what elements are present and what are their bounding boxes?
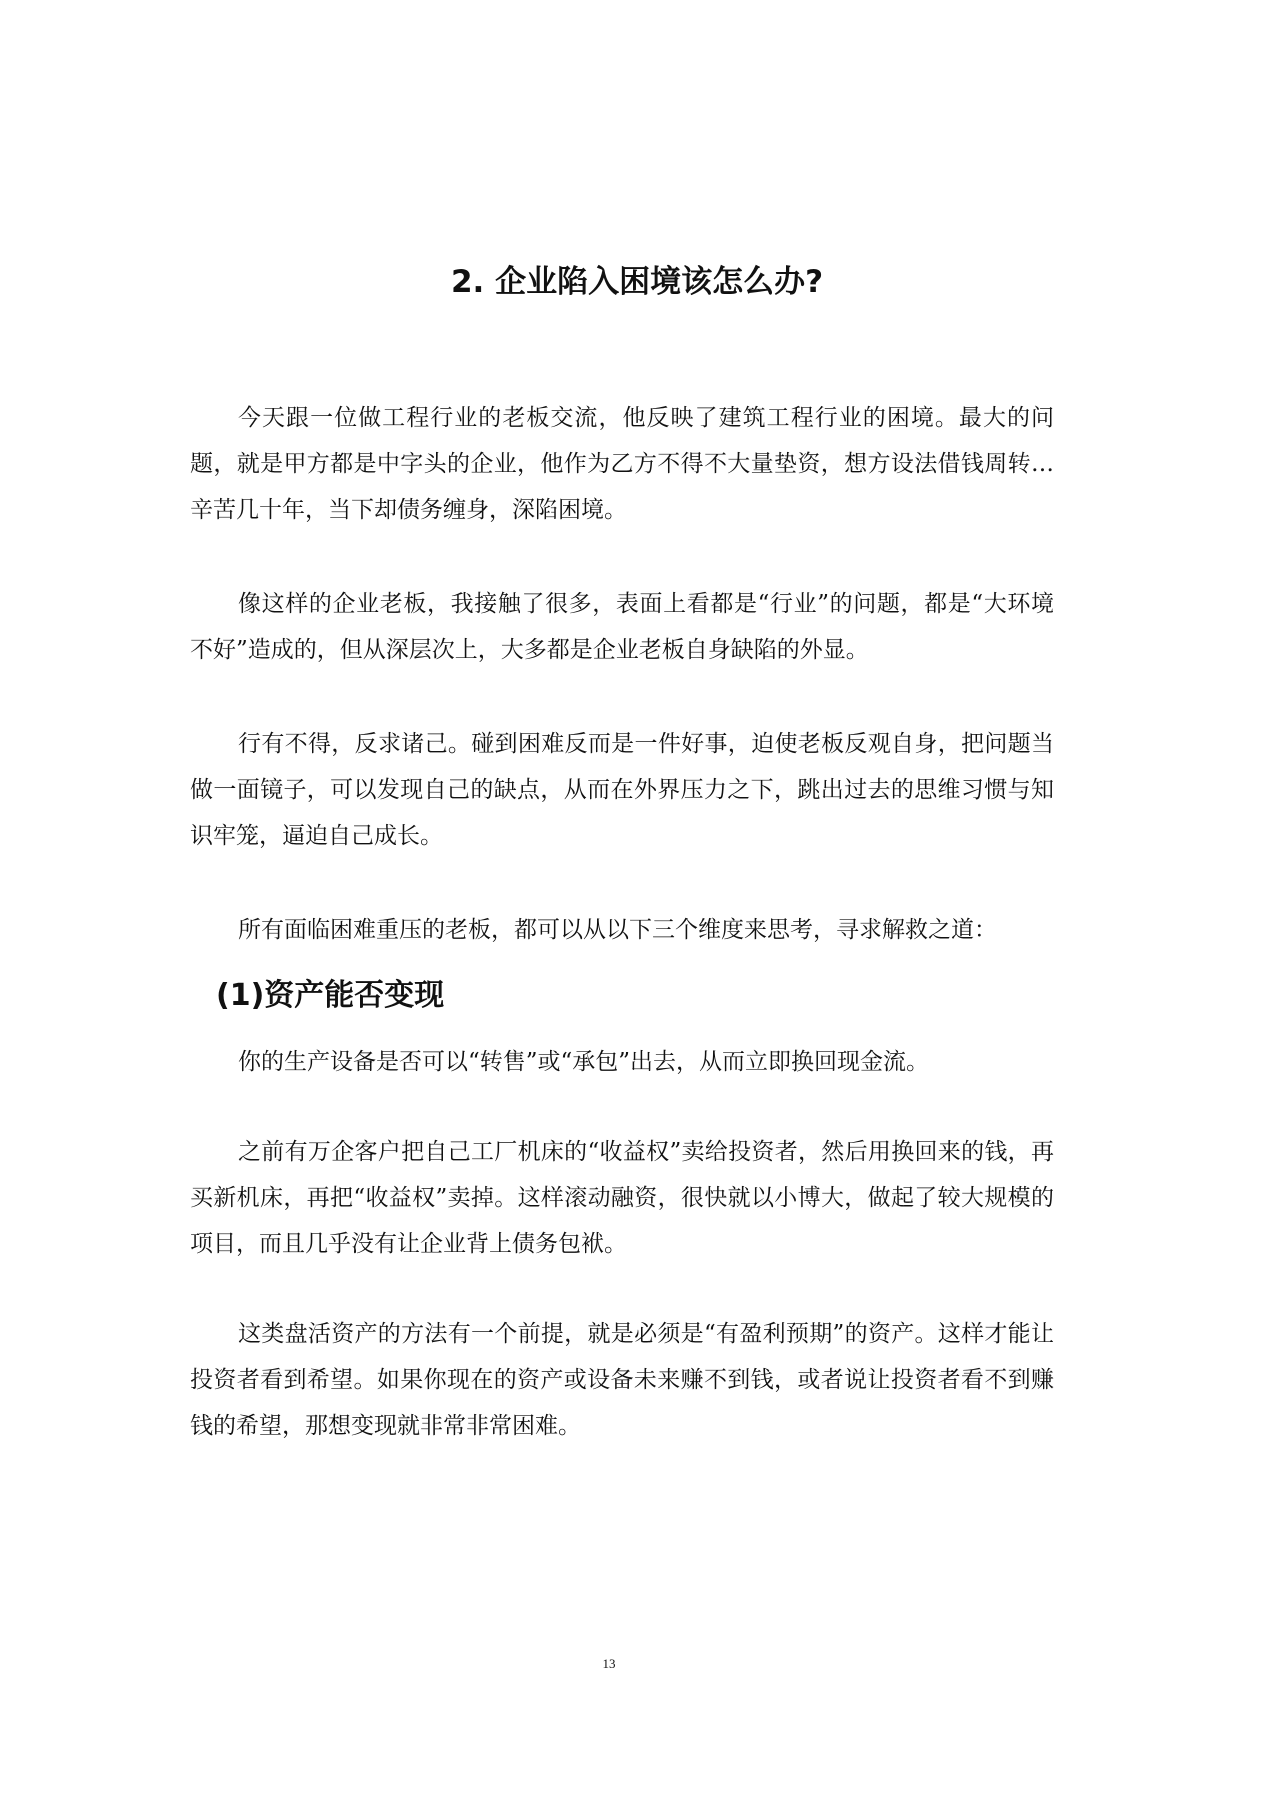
paragraph-intro-2: 像这样的企业老板，我接触了很多，表面上看都是“行业”的问题，都是“大环境不好”造成的，但从深层次上，大多都是企业老板自身缺陷的外显。 bbox=[190, 591, 1054, 663]
body-content bbox=[190, 395, 1054, 1449]
paragraph-intro-4: 所有面临困难重压的老板，都可以从以下三个维度来思考，寻求解救之道： bbox=[238, 917, 997, 943]
paragraph-section1-3: 这类盘活资产的方法有一个前提，就是必须是“有盈利预期”的资产。这样才能让投资者看到希望。如果你现在的资产或设备未来赚不到钱，或者说让投资者看不到赚钱的希望，那想变现就非常非常困难。 bbox=[190, 1321, 1054, 1439]
paragraph-intro-3: 行有不得，反求诸己。碰到困难反而是一件好事，迫使老板反观自身，把问题当做一面镜子，可以发现自己的缺点，从而在外界压力之下，跳出过去的思维习惯与知识牢笼，逼迫自己成长。 bbox=[190, 731, 1054, 849]
page-title: 2. 企业陷入困境该怎么办? bbox=[450, 264, 824, 300]
paragraph-section1-2: 之前有万企客户把自己工厂机床的“收益权”卖给投资者，然后用换回来的钱，再买新机床，再把“收益权”卖掉。这样滚动融资，很快就以小博大，做起了较大规模的项目，而且几乎没有让企业背上债务包袱。 bbox=[190, 1139, 1054, 1257]
paragraph-section1-1: 你的生产设备是否可以“转售”或“承包”出去，从而立即换回现金流。 bbox=[238, 1049, 930, 1075]
paragraph-intro-1: 今天跟一位做工程行业的老板交流，他反映了建筑工程行业的困境。最大的问题，就是甲方都是中字头的企业，他作为乙方不得不大量垫资，想方设法借钱周转…辛苦几十年，当下却债务缠身，深陷困境。 bbox=[190, 405, 1054, 523]
section-heading-assets: (1)资产能否变现 bbox=[216, 978, 445, 1013]
page-number: 13 bbox=[602, 1656, 616, 1671]
